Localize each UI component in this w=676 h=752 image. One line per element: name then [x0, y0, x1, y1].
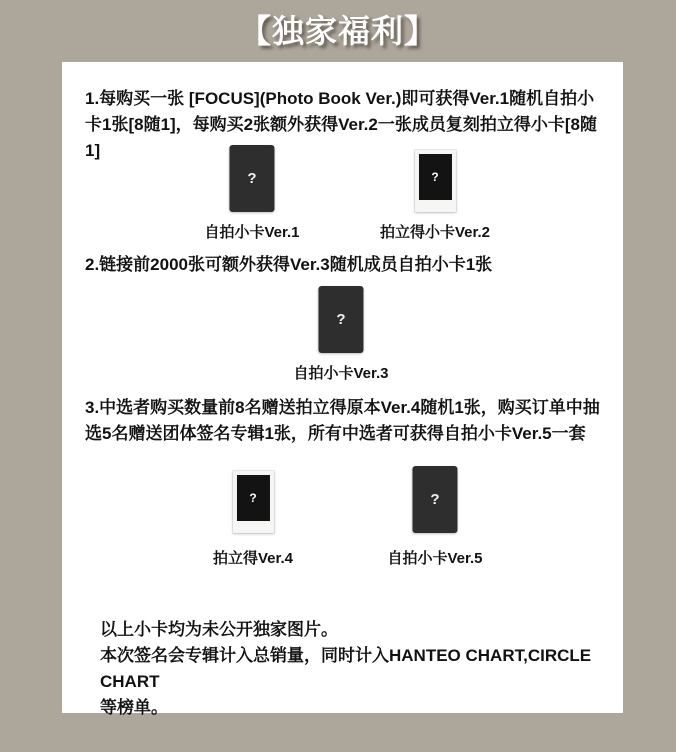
polaroid-photo-area: [236, 475, 269, 521]
card-slot: [229, 144, 274, 212]
polaroid-ver4-placeholder: [232, 471, 273, 533]
card-group-ver3: [293, 287, 388, 383]
card-group-ver4: [213, 465, 293, 568]
footer-line-3: 等榜单。: [100, 698, 168, 717]
benefits-panel: [62, 62, 623, 717]
card-slot: [318, 287, 363, 353]
question-mark-icon: ?: [247, 170, 257, 187]
question-mark-icon: ?: [430, 491, 440, 508]
card-group-ver2: [380, 144, 490, 242]
page-title: 【独家福利】: [238, 13, 437, 49]
footer-line-1: 以上小卡均为未公开独家图片。: [100, 620, 338, 639]
photocard-ver5-placeholder: [412, 466, 457, 533]
benefit-2-text: 2.链接前2000张可额外获得Ver.3随机成员自拍小卡1张: [85, 255, 493, 274]
photocard-ver3-placeholder: [318, 286, 363, 353]
card-label-ver5: 自拍小卡Ver.5: [387, 550, 483, 567]
card-slot: [232, 465, 273, 533]
footer-notes: [100, 617, 605, 721]
benefit-1-text: 1.每购买一张 [FOCUS](Photo Book Ver.)即可获得Ver.1随机自拍小卡1张[8随1]，每购买2张额外获得Ver.2一张成员复刻拍立得小卡[8随1]: [85, 89, 597, 160]
card-label-ver1: 自拍小卡Ver.1: [204, 224, 300, 241]
question-mark-icon: ?: [249, 491, 257, 505]
card-group-ver5: [387, 465, 482, 568]
card-label-ver2: 拍立得小卡Ver.2: [379, 224, 491, 241]
question-mark-icon: ?: [336, 311, 346, 328]
polaroid-ver2-placeholder: [414, 150, 455, 212]
card-group-ver1: [204, 144, 299, 242]
polaroid-photo-area: [418, 154, 451, 200]
footer-line-2: 本次签名会专辑计入总销量，同时计入HANTEO CHART,CIRCLE CHART: [100, 646, 592, 691]
photocard-ver1-placeholder: [229, 145, 274, 212]
card-label-ver4: 拍立得Ver.4: [212, 550, 294, 567]
benefit-3-text: 3.中选者购买数量前8名赠送拍立得原本Ver.4随机1张，购买订单中抽选5名赠送团体签名专辑1张，所有中选者可获得自拍小卡Ver.5一套: [85, 398, 600, 443]
question-mark-icon: ?: [431, 170, 439, 184]
card-slot: [414, 144, 455, 212]
card-label-ver3: 自拍小卡Ver.3: [293, 365, 389, 382]
card-slot: [412, 465, 457, 533]
